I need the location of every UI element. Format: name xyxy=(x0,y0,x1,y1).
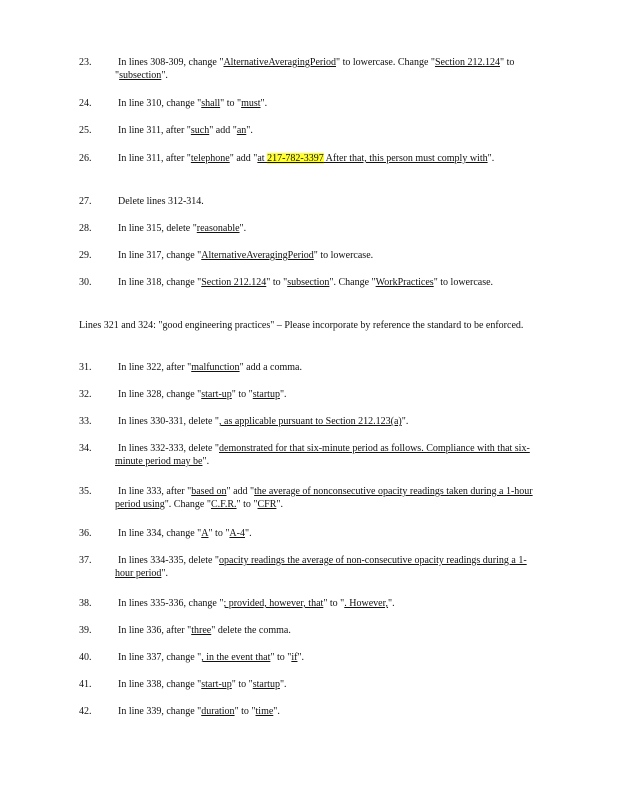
text-segment: ". xyxy=(279,679,287,690)
item-number: 31. xyxy=(79,362,92,373)
underlined-text: , as applicable pursuant to Section 212.123(a) xyxy=(219,416,402,427)
item-number: 34. xyxy=(79,443,92,454)
text-segment: " to " xyxy=(236,499,258,510)
item-number: 37. xyxy=(79,555,92,566)
text-segment: ". xyxy=(244,528,252,539)
text-segment: ". xyxy=(279,389,287,400)
item-number: 41. xyxy=(79,679,92,690)
underlined-text: Section 212.124 xyxy=(434,57,500,68)
text-segment: " to lowercase. Change " xyxy=(336,57,435,68)
text-segment: ". xyxy=(239,223,247,234)
text-segment: In line 315, delete " xyxy=(118,223,197,234)
underlined-text: C.F.R. xyxy=(210,499,237,510)
highlighted-phone-number: 217-782-3397 xyxy=(267,153,324,164)
item-text xyxy=(115,678,535,691)
item-text xyxy=(115,249,535,262)
text-segment: ". xyxy=(260,98,268,109)
text-segment: ". xyxy=(273,706,280,717)
text-segment: In lines 330-331, delete " xyxy=(118,416,220,427)
underlined-text: . However, xyxy=(344,598,389,609)
item-number: 26. xyxy=(79,153,92,164)
text-segment: " to " xyxy=(234,706,256,717)
item-text xyxy=(115,527,535,540)
text-segment: In line 318, change " xyxy=(118,277,202,288)
text-segment: In line 337, change " xyxy=(118,652,202,663)
underlined-text: startup xyxy=(252,389,280,400)
item-text xyxy=(115,597,535,610)
underlined-text: if xyxy=(291,652,298,663)
underlined-text: AlternativeAveragingPeriod xyxy=(223,57,337,68)
item-text xyxy=(115,554,535,580)
text-segment: " add " xyxy=(209,125,237,136)
text-segment: In line 339, change " xyxy=(118,706,202,717)
text-segment: " to " xyxy=(231,389,253,400)
lines-321-324-note: Lines 321 and 324: "good engineering practices" – Please incorporate by reference the standard to be enforced. xyxy=(79,320,524,331)
underlined-text: an xyxy=(236,125,247,136)
item-number: 27. xyxy=(79,196,92,207)
item-number: 40. xyxy=(79,652,92,663)
text-segment: ". xyxy=(202,456,210,467)
item-text xyxy=(115,124,535,137)
underlined-text: shall xyxy=(201,98,221,109)
item-number: 39. xyxy=(79,625,92,636)
item-number: 33. xyxy=(79,416,92,427)
item-text xyxy=(115,705,535,718)
item-number: 32. xyxy=(79,389,92,400)
item-text xyxy=(115,415,535,428)
text-segment: Delete lines 312-314. xyxy=(118,196,204,207)
underlined-text: A-4 xyxy=(229,528,245,539)
text-segment: ". Change " xyxy=(329,277,376,288)
text-segment: In line 311, after " xyxy=(118,153,191,164)
underlined-text: ; provided, however, that xyxy=(223,598,324,609)
item-text xyxy=(115,442,535,468)
item-text xyxy=(115,97,535,110)
text-segment: " add " xyxy=(226,486,255,497)
item-number: 25. xyxy=(79,125,92,136)
underlined-text: , in the event that xyxy=(201,652,271,663)
text-segment: " to " xyxy=(208,528,230,539)
text-segment: ". xyxy=(487,153,495,164)
underlined-text: three xyxy=(191,625,212,636)
underlined-text: A xyxy=(201,528,209,539)
underlined-text: start-up xyxy=(201,389,232,400)
item-text xyxy=(115,485,535,511)
text-segment: " to " xyxy=(115,57,515,81)
item-number: 35. xyxy=(79,486,92,497)
text-segment: " to " xyxy=(220,98,242,109)
underlined-text: Section 212.124 xyxy=(201,277,267,288)
item-number: 29. xyxy=(79,250,92,261)
underlined-text: must xyxy=(241,98,261,109)
item-text xyxy=(115,276,535,289)
text-segment: In line 338, change " xyxy=(118,679,202,690)
text-segment: In line 311, after " xyxy=(118,125,191,136)
underlined-text: duration xyxy=(201,706,235,717)
item-text xyxy=(115,361,535,374)
text-segment: In lines 332-333, delete " xyxy=(118,443,220,454)
item-text xyxy=(115,195,535,208)
text-segment: " to " xyxy=(323,598,345,609)
underlined-text: opacity readings the average of non-consecutive opacity readings during a 1-hour period xyxy=(115,555,527,579)
underlined-text: startup xyxy=(252,679,280,690)
text-segment: ". xyxy=(246,125,253,136)
text-segment: ". xyxy=(161,70,168,81)
item-text xyxy=(115,651,535,664)
item-number: 24. xyxy=(79,98,92,109)
underlined-text: demonstrated for that six-minute period as follows. Compliance with that six-minute period may be xyxy=(115,443,530,467)
text-segment: In line 334, change " xyxy=(118,528,202,539)
text-segment: ". xyxy=(161,568,168,579)
text-segment: In lines 308-309, change " xyxy=(118,57,224,68)
item-text xyxy=(115,152,535,165)
underlined-text: time xyxy=(255,706,274,717)
text-segment: In lines 334-335, delete " xyxy=(118,555,220,566)
item-text xyxy=(115,388,535,401)
underlined-text: start-up xyxy=(201,679,232,690)
text-segment: " to " xyxy=(231,679,253,690)
item-number: 42. xyxy=(79,706,92,717)
text-segment: In lines 335-336, change " xyxy=(118,598,224,609)
item-text xyxy=(115,624,535,637)
text-segment: In line 317, change " xyxy=(118,250,202,261)
item-text xyxy=(115,56,535,82)
underlined-text: at xyxy=(257,153,268,164)
item-number: 30. xyxy=(79,277,92,288)
text-segment: ". xyxy=(388,598,395,609)
text-segment: ". xyxy=(276,499,283,510)
text-segment: ". xyxy=(401,416,409,427)
item-text xyxy=(115,222,535,235)
underlined-text: subsection xyxy=(119,70,162,81)
text-segment: In line 328, change " xyxy=(118,389,202,400)
item-number: 28. xyxy=(79,223,92,234)
underlined-text: AlternativeAveragingPeriod xyxy=(201,250,314,261)
text-segment: " to lowercase. xyxy=(433,277,494,288)
text-segment: ". xyxy=(297,652,305,663)
text-segment: " to " xyxy=(266,277,288,288)
item-number: 23. xyxy=(79,57,92,68)
underlined-text: WorkPractices xyxy=(375,277,434,288)
text-segment: " delete the comma. xyxy=(211,625,291,636)
text-segment: In line 336, after " xyxy=(118,625,192,636)
underlined-text: After that, this person must comply with xyxy=(323,153,488,164)
text-segment: ". Change " xyxy=(164,499,211,510)
underlined-text: the average of nonconsecutive opacity readings taken during a 1-hour period using xyxy=(115,486,533,510)
underlined-text: such xyxy=(190,125,210,136)
text-segment: " add " xyxy=(229,153,258,164)
item-number: 38. xyxy=(79,598,92,609)
underlined-text: telephone xyxy=(190,153,230,164)
item-number: 36. xyxy=(79,528,92,539)
text-segment: " add a comma. xyxy=(239,362,302,373)
underlined-text: malfunction xyxy=(191,362,240,373)
text-segment: In line 310, change " xyxy=(118,98,202,109)
text-segment: " to " xyxy=(270,652,292,663)
text-segment: In line 333, after " xyxy=(118,486,192,497)
underlined-text: subsection xyxy=(287,277,330,288)
text-segment: In line 322, after " xyxy=(118,362,192,373)
underlined-text: based on xyxy=(191,486,227,497)
underlined-text: CFR xyxy=(257,499,277,510)
underlined-text: reasonable xyxy=(196,223,240,234)
text-segment: " to lowercase. xyxy=(313,250,374,261)
